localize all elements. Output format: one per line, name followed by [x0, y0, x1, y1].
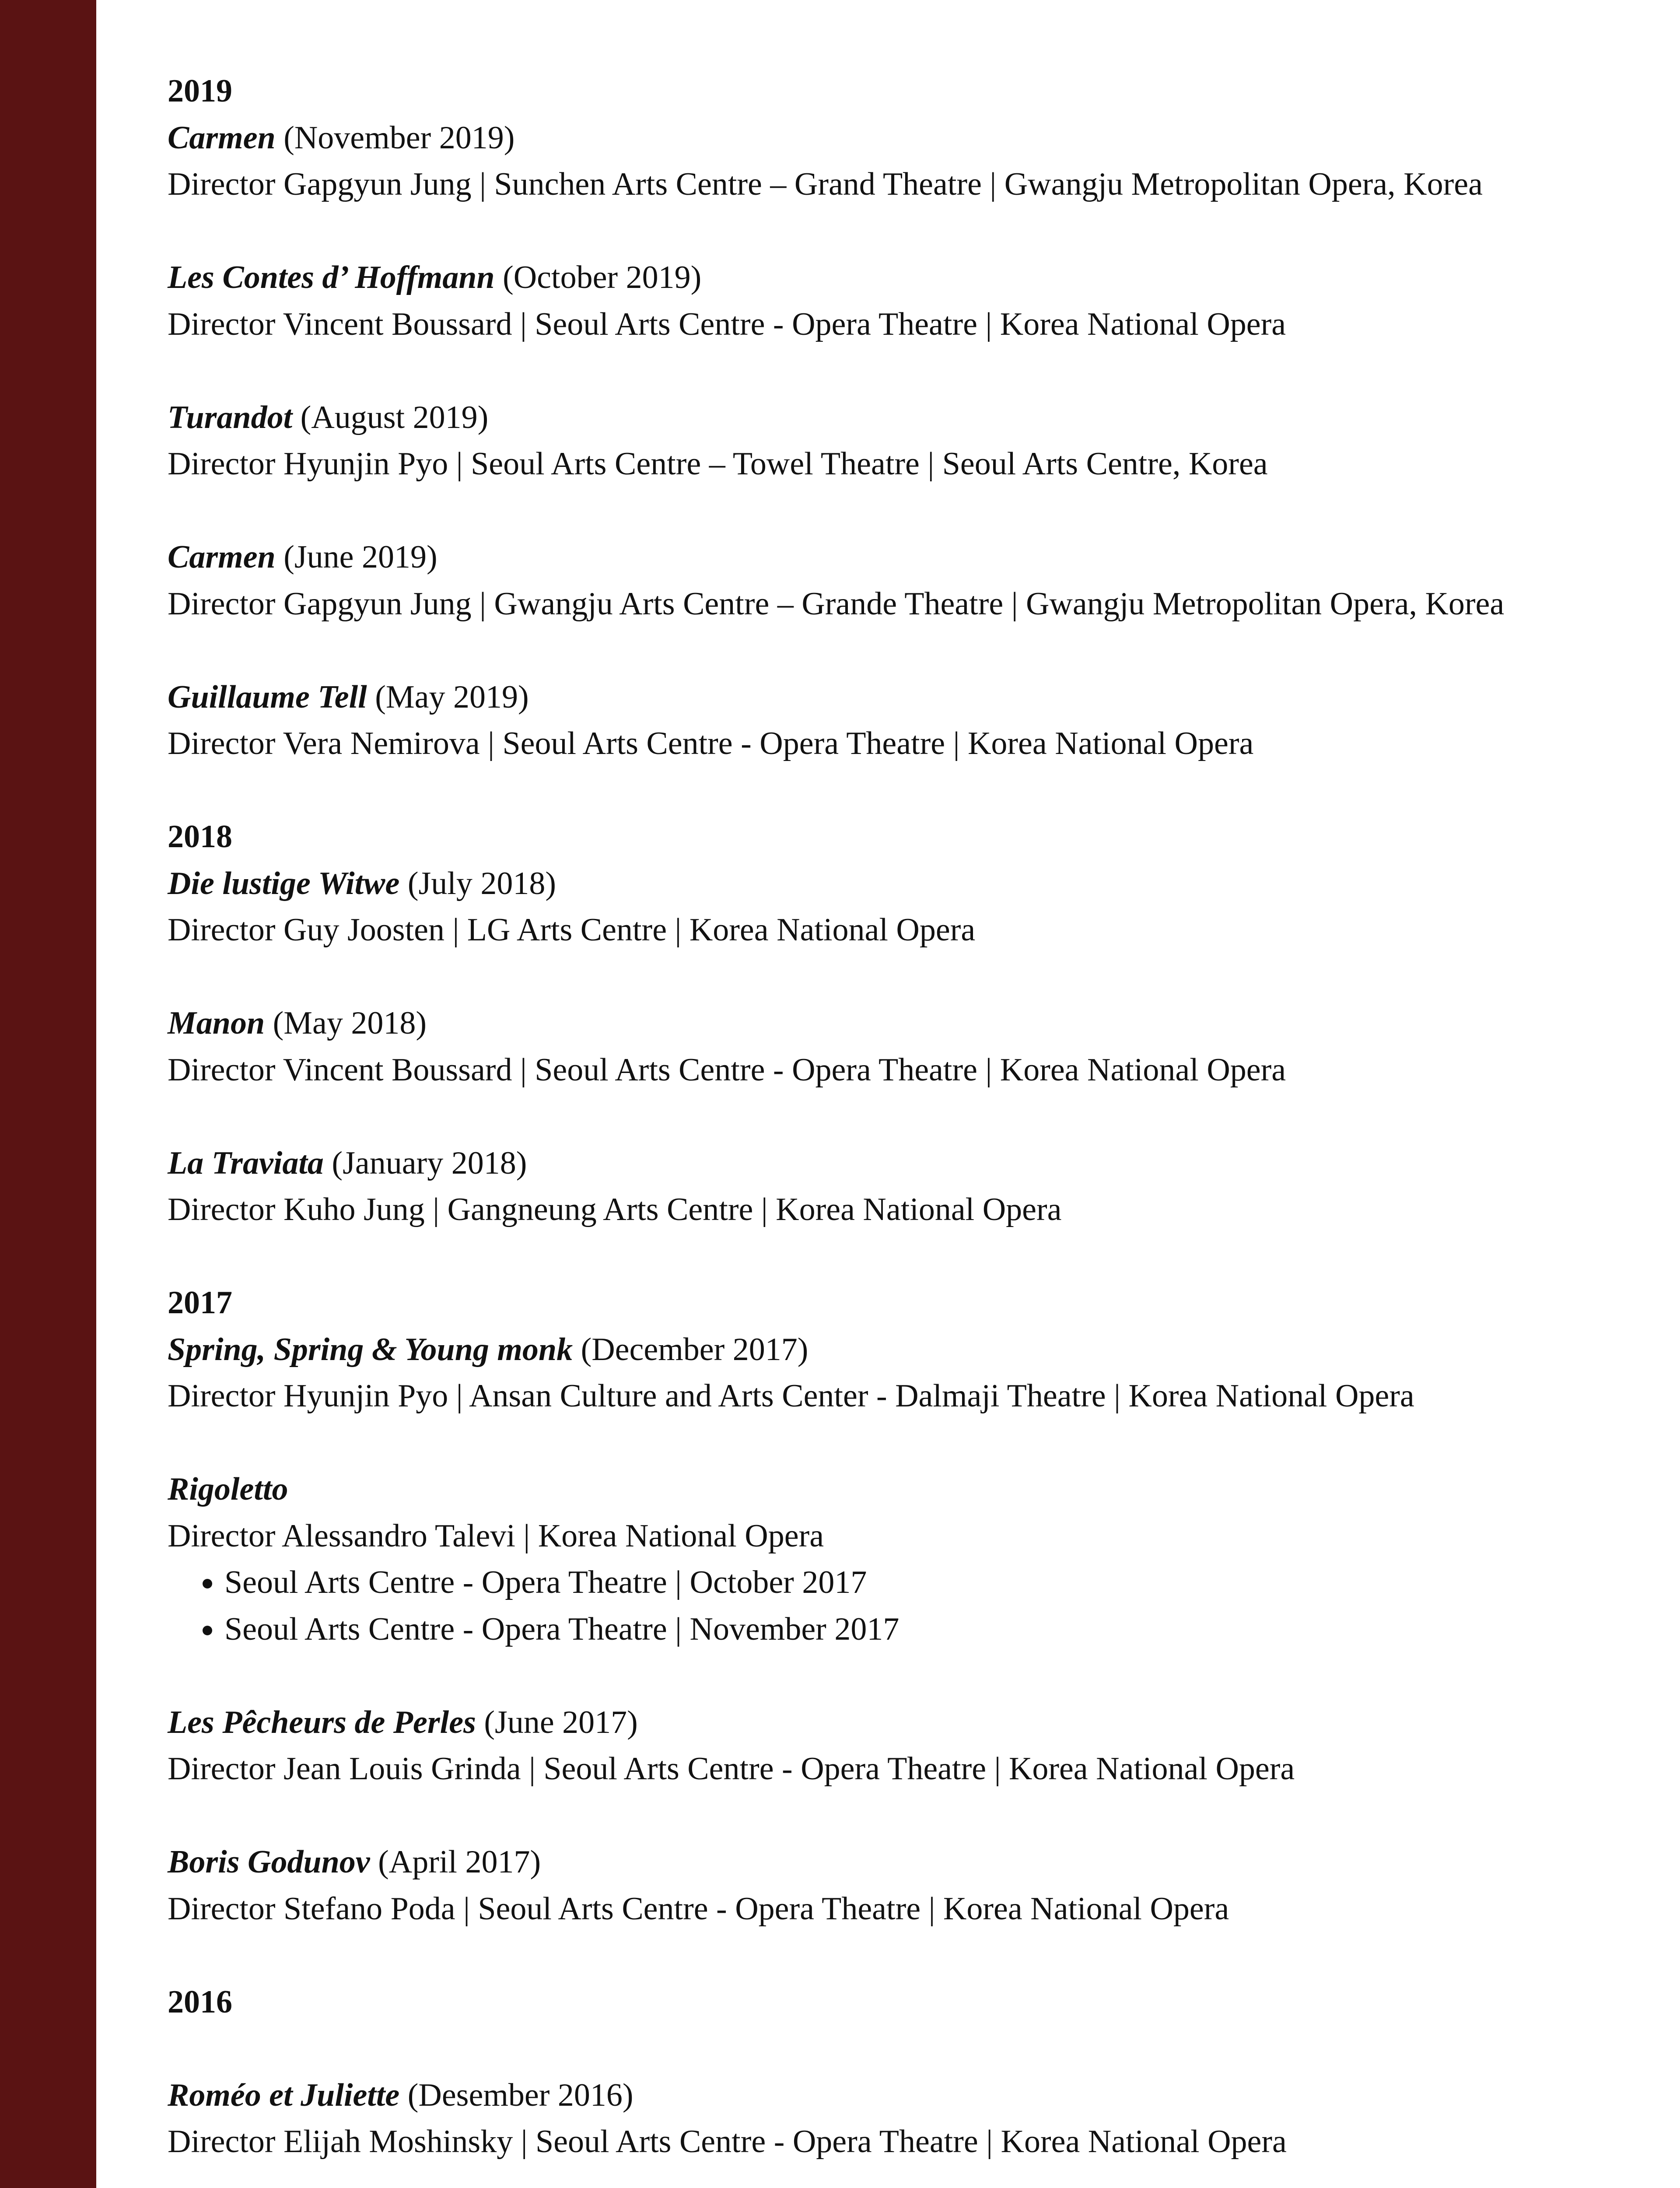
venue-list [168, 1559, 1646, 1652]
year-heading: 2019 [168, 73, 232, 109]
production-date: (July 2018) [407, 865, 556, 901]
production-title-line [168, 1000, 1646, 1047]
venue-item: • Seoul Arts Centre - Opera Theatre | November 2017 [224, 1606, 1646, 1653]
production-entry [168, 674, 1646, 767]
production-date: (April 2017) [378, 1844, 541, 1880]
production-title: Les Contes d’ Hoffmann [168, 259, 495, 295]
production-title-line [168, 860, 1646, 907]
production-entry [168, 534, 1646, 627]
production-title: Rigoletto [168, 1471, 288, 1507]
production-detail: Director Vera Nemirova | Seoul Arts Centre - Opera Theatre | Korea National Opera [168, 726, 1254, 761]
production-detail: Director Hyunjin Pyo | Seoul Arts Centre – Towel Theatre | Seoul Arts Centre, Korea [168, 446, 1268, 482]
production-detail: Director Gapgyun Jung | Sunchen Arts Centre – Grand Theatre | Gwangju Metropolitan Opera, Korea [168, 166, 1483, 202]
production-entry [168, 1699, 1646, 1792]
production-date: (June 2019) [284, 539, 438, 575]
production-title: Spring, Spring & Young monk [168, 1331, 573, 1368]
production-entry [168, 1466, 1646, 1652]
production-title: Guillaume Tell [168, 679, 367, 715]
production-entry [168, 254, 1646, 347]
production-title: Boris Godunov [168, 1844, 370, 1880]
production-detail: Director Kuho Jung | Gangneung Arts Centre | Korea National Opera [168, 1192, 1062, 1227]
year-heading: 2018 [168, 819, 232, 855]
production-entry [168, 1000, 1646, 1093]
production-detail: Director Elijah Moshinsky | Seoul Arts Centre - Opera Theatre | Korea National Opera [168, 2124, 1287, 2160]
production-date: (June 2017) [484, 1704, 638, 1740]
production-title-line [168, 674, 1646, 721]
production-date: (December 2017) [581, 1331, 808, 1368]
production-date: (August 2019) [300, 399, 489, 435]
production-detail: Director Vincent Boussard | Seoul Arts Centre - Opera Theatre | Korea National Opera [168, 306, 1286, 342]
production-title: Manon [168, 1005, 265, 1041]
production-entry [168, 394, 1646, 487]
production-date: (Desember 2016) [407, 2077, 634, 2113]
year-heading: 2016 [168, 1984, 232, 2020]
production-title-line [168, 1466, 1646, 1513]
production-date: (May 2018) [273, 1005, 427, 1041]
sidebar-accent-bar [0, 0, 96, 2188]
production-title: Les Pêcheurs de Perles [168, 1704, 476, 1740]
production-title-line [168, 394, 1646, 441]
production-title: Turandot [168, 399, 293, 435]
production-title-line [168, 254, 1646, 301]
production-detail: Director Alessandro Talevi | Korea National Opera [168, 1518, 824, 1554]
production-entry [168, 115, 1646, 208]
production-detail: Director Hyunjin Pyo | Ansan Culture and Arts Center - Dalmaji Theatre | Korea National Opera [168, 1378, 1414, 1414]
production-detail: Director Jean Louis Grinda | Seoul Arts Centre - Opera Theatre | Korea National Opera [168, 1751, 1295, 1787]
production-title: Die lustige Witwe [168, 865, 400, 901]
production-detail: Director Guy Joosten | LG Arts Centre | Korea National Opera [168, 912, 976, 948]
production-detail: Director Stefano Poda | Seoul Arts Centre - Opera Theatre | Korea National Opera [168, 1890, 1229, 1927]
production-title: Carmen [168, 119, 276, 156]
production-entry [168, 860, 1646, 954]
production-title-line [168, 1140, 1646, 1187]
performance-list [168, 68, 1646, 2188]
production-title: Carmen [168, 539, 276, 575]
production-title-line [168, 1699, 1646, 1746]
production-detail: Director Vincent Boussard | Seoul Arts Centre - Opera Theatre | Korea National Opera [168, 1052, 1286, 1088]
production-date: (January 2018) [332, 1145, 527, 1181]
production-title-line [168, 1326, 1646, 1373]
production-title-line [168, 1839, 1646, 1886]
production-title: Roméo et Juliette [168, 2077, 400, 2113]
production-entry [168, 1326, 1646, 1420]
production-entry [168, 1839, 1646, 1932]
production-title-line [168, 115, 1646, 161]
production-entry [168, 2072, 1646, 2165]
production-title-line [168, 2072, 1646, 2119]
production-date: (November 2019) [284, 119, 515, 156]
production-date: (October 2019) [503, 259, 702, 295]
production-title-line [168, 534, 1646, 581]
year-heading: 2017 [168, 1285, 232, 1321]
venue-item: • Seoul Arts Centre - Opera Theatre | October 2017 [224, 1559, 1646, 1606]
production-detail: Director Gapgyun Jung | Gwangju Arts Centre – Grande Theatre | Gwangju Metropolitan Opera, Korea [168, 586, 1505, 622]
production-date: (May 2019) [375, 679, 529, 715]
production-entry [168, 1140, 1646, 1233]
production-title: La Traviata [168, 1145, 324, 1181]
